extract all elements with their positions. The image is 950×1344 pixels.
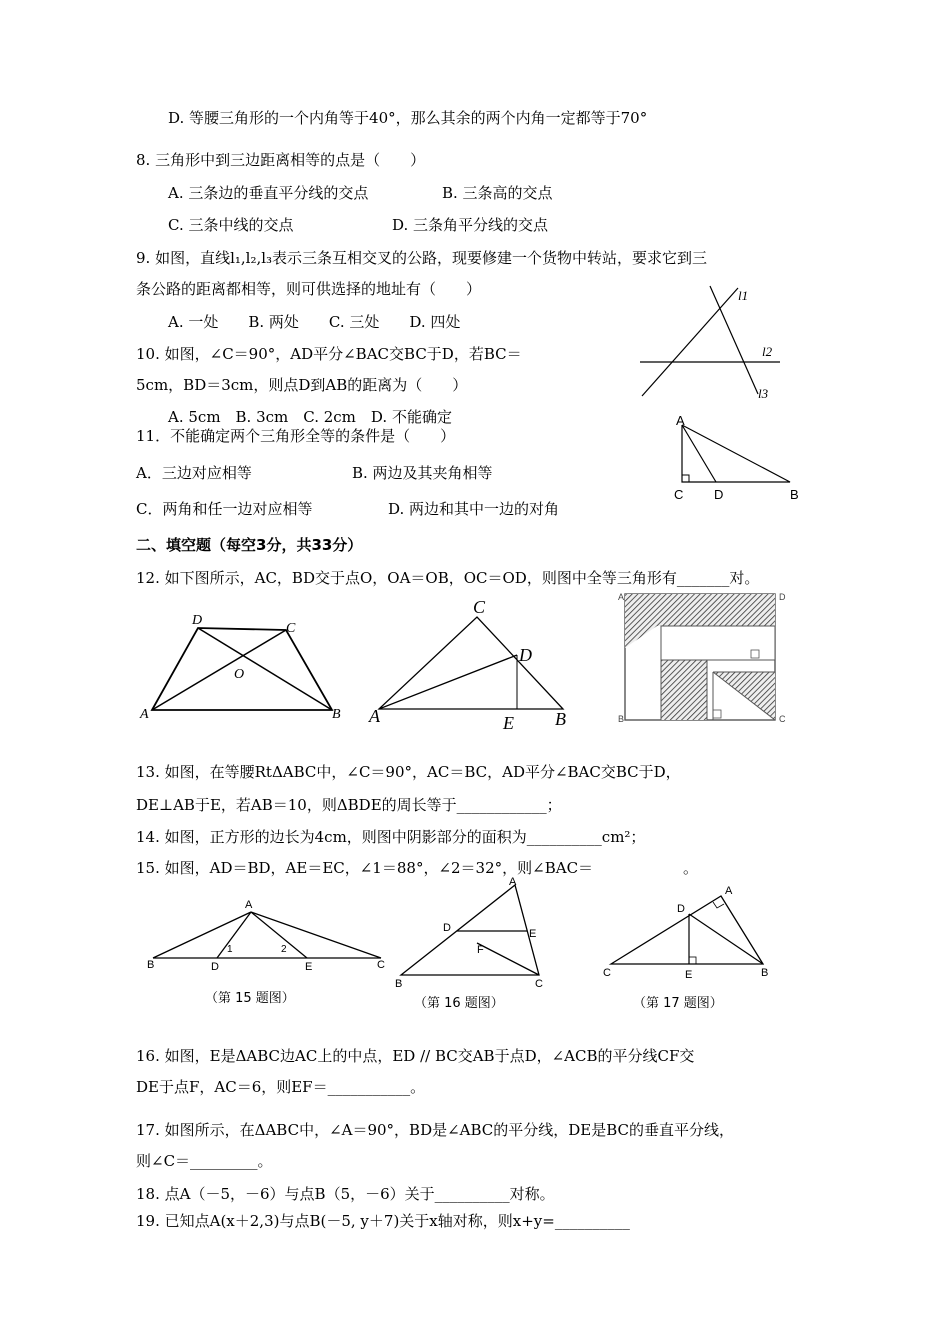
label-b: B [790,487,799,502]
label-a: A [676,413,685,428]
caption-figure-16: （第 16 题图） [414,996,504,1011]
label-a: A [509,876,517,888]
figure-q13-triangle [365,595,585,735]
q12-stem: 12. 如下图所示，AC，BD交于点O，OA＝OB，OC＝OD，则图中全等三角形有_______对。 [136,569,760,587]
q17-line-1: 17. 如图所示，在ΔABC中，∠A＝90°，BD是∠ABC的平分线，DE是BC的垂直平分线， [136,1121,735,1139]
label-d: D [192,613,203,628]
label-b: B [761,967,769,979]
label-d: D [677,903,685,915]
label-a: A [140,707,149,722]
figure-q10-triangle [672,415,812,505]
q8-option-c: C. 三条中线的交点 [168,216,294,234]
label-a: A [369,706,380,726]
label-d: D [714,487,724,502]
q13-line-2: DE⊥AB于E，若AB＝10，则ΔBDE的周长等于____________； [136,796,562,814]
q10-options: A. 5cm B. 3cm C. 2cm D. 不能确定 [168,408,452,426]
q10-stem-1: 10. 如图，∠C＝90°，AD平分∠BAC交BC于D，若BC＝ [136,345,522,363]
label-c: C [286,621,296,636]
label-b: B [332,707,341,722]
label-c: C [779,714,786,724]
label-c: C [377,959,385,971]
figure-q12-trapezoid [140,610,355,725]
q11-option-c: C．两角和任一边对应相等 [136,500,313,518]
label-d: D [519,645,532,665]
label-f: F [477,944,484,956]
label-d: D [443,922,451,934]
q13-line-1: 13. 如图，在等腰RtΔABC中，∠C＝90°，AC＝BC，AD平分∠BAC交BC于D， [136,763,681,781]
q9-stem-1: 9. 如图，直线l₁,l₂,l₃表示三条互相交叉的公路，现要修建一个货物中转站，要求它到三 [136,249,708,267]
label-o: O [234,667,245,682]
figure-q16-triangle [393,875,553,990]
label-e: E [305,961,313,973]
label-e: E [685,969,693,981]
q8-option-d: D. 三条角平分线的交点 [392,216,549,234]
q8-stem: 8. 三角形中到三边距离相等的点是（ ） [136,151,426,169]
label-c: C [603,967,611,979]
label-b: B [618,714,625,724]
q19-stem: 19. 已知点A(x＋2,3)与点B(－5, y＋7)关于x轴对称，则x+y=__________ [136,1212,630,1230]
label-l1: l1 [738,288,749,303]
q10-stem-2: 5cm，BD＝3cm，则点D到AB的距离为（ ） [136,376,468,394]
label-c: C [535,978,543,990]
q8-option-a: A. 三条边的垂直平分线的交点 [168,184,369,202]
label-a: A [245,899,253,911]
label-e: E [529,928,537,940]
label-e: E [503,713,514,733]
angle-1: 1 [227,944,233,955]
q18-stem: 18. 点A（－5，－6）与点B（5，－6）关于__________对称。 [136,1185,555,1203]
label-l2: l2 [762,344,773,359]
label-l3: l3 [758,386,769,401]
q11-option-b: B. 两边及其夹角相等 [352,464,493,482]
label-c: C [674,487,684,502]
label-b: B [395,978,403,990]
figure-q9-lines [630,282,790,402]
section-2-heading: 二、填空题（每空3分，共33分） [136,536,363,554]
q11-option-a: A．三边对应相等 [136,464,252,482]
q8-option-b: B. 三条高的交点 [442,184,553,202]
q17-line-2: 则∠C＝_________。 [136,1152,273,1170]
q11-option-d: D. 两边和其中一边的对角 [388,500,560,518]
label-a: A [618,592,625,602]
caption-figure-17: （第 17 题图） [633,996,723,1011]
label-b: B [147,959,155,971]
q9-stem-2: 条公路的距离都相等，则可供选择的地址有（ ） [136,280,482,298]
label-d: D [779,592,786,602]
angle-2: 2 [281,944,287,955]
q11-stem: 11．不能确定两个三角形全等的条件是（ ） [136,427,456,445]
figure-q17-triangle [597,880,787,980]
q16-line-1: 16. 如图，E是ΔABC边AC上的中点，ED // BC交AB于点D，∠ACB的平分线CF交 [136,1047,695,1065]
q7-option-d: D. 等腰三角形的一个内角等于40°，那么其余的两个内角一定都等于70° [168,109,648,127]
label-d: D [211,961,219,973]
figure-q14-square [615,588,790,728]
q14-stem: 14. 如图，正方形的边长为4cm，则图中阴影部分的面积为__________cm²； [136,828,646,846]
label-b: B [555,709,566,729]
q9-options: A. 一处 B. 两处 C. 三处 D. 四处 [168,313,461,331]
figure-q15-triangle [145,898,395,978]
label-a: A [725,885,733,897]
label-c: C [473,597,486,617]
q15-stem: 15. 如图，AD＝BD，AE＝EC，∠1＝88°，∠2＝32°，则∠BAC＝ 。 [136,859,699,877]
q16-line-2: DE于点F，AC＝6，则EF＝___________。 [136,1078,426,1096]
caption-figure-15: （第 15 题图） [205,991,295,1006]
